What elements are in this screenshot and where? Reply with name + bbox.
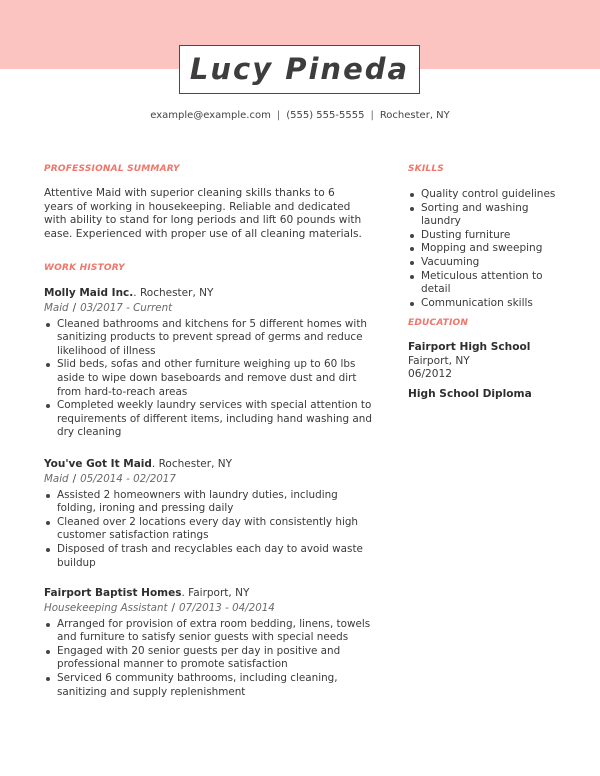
degree-name: High School Diploma <box>408 388 532 401</box>
bullet-item: Disposed of trash and recyclables each day to avoid waste buildup <box>44 543 374 570</box>
skill-item: Dusting furniture <box>408 229 568 243</box>
bullet-item: Cleaned over 2 locations every day with consistently high customer satisfaction ratings <box>44 516 374 543</box>
bullet-item: Slid beds, sofas and other furniture weighing up to 60 lbs aside to wipe down baseboards and remove dust and dirt from hard-to-reach areas <box>44 358 374 399</box>
graduation-date: 06/2012 <box>408 368 453 381</box>
skills-list <box>408 188 568 310</box>
separator: | <box>370 110 374 121</box>
job-company: Molly Maid Inc. <box>44 287 134 299</box>
contact-line <box>0 110 600 121</box>
skill-item: Quality control guidelines <box>408 188 568 202</box>
skill-item: Communication skills <box>408 297 568 311</box>
job-company: Fairport Baptist Homes <box>44 587 182 599</box>
job-header <box>44 458 374 472</box>
job-role-line: Housekeeping Assistant / 07/2013 - 04/2014 <box>44 601 275 614</box>
skill-item: Mopping and sweeping <box>408 242 568 256</box>
school-location: Fairport, NY <box>408 354 470 367</box>
job-title: Housekeeping Assistant <box>44 601 168 614</box>
skill-item: Sorting and washing laundry <box>408 202 568 229</box>
job-entry <box>44 287 374 440</box>
bullet-item: Cleaned bathrooms and kitchens for 5 different homes with sanitizing products to prevent spread of germs and reduce likelihood of illness <box>44 318 374 359</box>
summary-text: Attentive Maid with superior cleaning skills thanks to 6 years of working in housekeeping. Reliable and dedicated with ability to stand for long periods and lift 60 pounds with ease. Experienced with proper use of all cleaning materials. <box>44 187 362 241</box>
job-title: Maid <box>44 301 69 314</box>
job-location: . Rochester, NY <box>133 287 214 299</box>
job-location: . Fairport, NY <box>181 587 250 599</box>
education-heading: EDUCATION <box>408 318 469 328</box>
work-history-heading: WORK HISTORY <box>44 263 125 273</box>
job-role-line: Maid / 03/2017 - Current <box>44 301 173 314</box>
job-role-line: Maid / 05/2014 - 02/2017 <box>44 472 176 485</box>
job-entry <box>44 587 374 699</box>
skills-heading: SKILLS <box>408 164 444 174</box>
summary-heading: PROFESSIONAL SUMMARY <box>44 164 180 174</box>
name-box <box>179 45 420 94</box>
bullet-item: Arranged for provision of extra room bedding, linens, towels and furniture to satisfy senior guests with special needs <box>44 618 374 645</box>
job-entry <box>44 458 374 570</box>
contact-phone: (555) 555-5555 <box>286 110 365 121</box>
job-title: Maid <box>44 472 69 485</box>
bullet-item: Engaged with 20 senior guests per day in positive and professional manner to promote satisfaction <box>44 645 374 672</box>
separator: | <box>276 110 281 121</box>
school-name: Fairport High School <box>408 341 531 353</box>
candidate-name: Lucy Pineda <box>189 52 410 86</box>
job-dates: 07/2013 - 04/2014 <box>179 601 275 614</box>
education-section <box>408 341 578 402</box>
contact-email[interactable]: example@example.com <box>150 110 271 121</box>
contact-location: Rochester, NY <box>379 110 450 121</box>
bullet-item: Serviced 6 community bathrooms, including cleaning, sanitizing and supply replenishment <box>44 672 374 699</box>
job-header <box>44 587 374 601</box>
job-bullets <box>44 489 374 571</box>
job-bullets <box>44 618 374 700</box>
job-bullets <box>44 318 374 440</box>
job-company: You've Got It Maid <box>44 458 152 470</box>
job-header <box>44 287 374 301</box>
skills-section <box>408 188 568 310</box>
skill-item: Vacuuming <box>408 256 568 270</box>
job-dates: 05/2014 - 02/2017 <box>80 472 176 485</box>
bullet-item: Assisted 2 homeowners with laundry duties, including folding, ironing and pressing daily <box>44 489 374 516</box>
bullet-item: Completed weekly laundry services with special attention to requirements of different items, including hand washing and dry cleaning <box>44 399 374 440</box>
skill-item: Meticulous attention to detail <box>408 270 568 297</box>
job-location: . Rochester, NY <box>151 458 233 470</box>
job-dates: 03/2017 - Current <box>80 301 173 314</box>
